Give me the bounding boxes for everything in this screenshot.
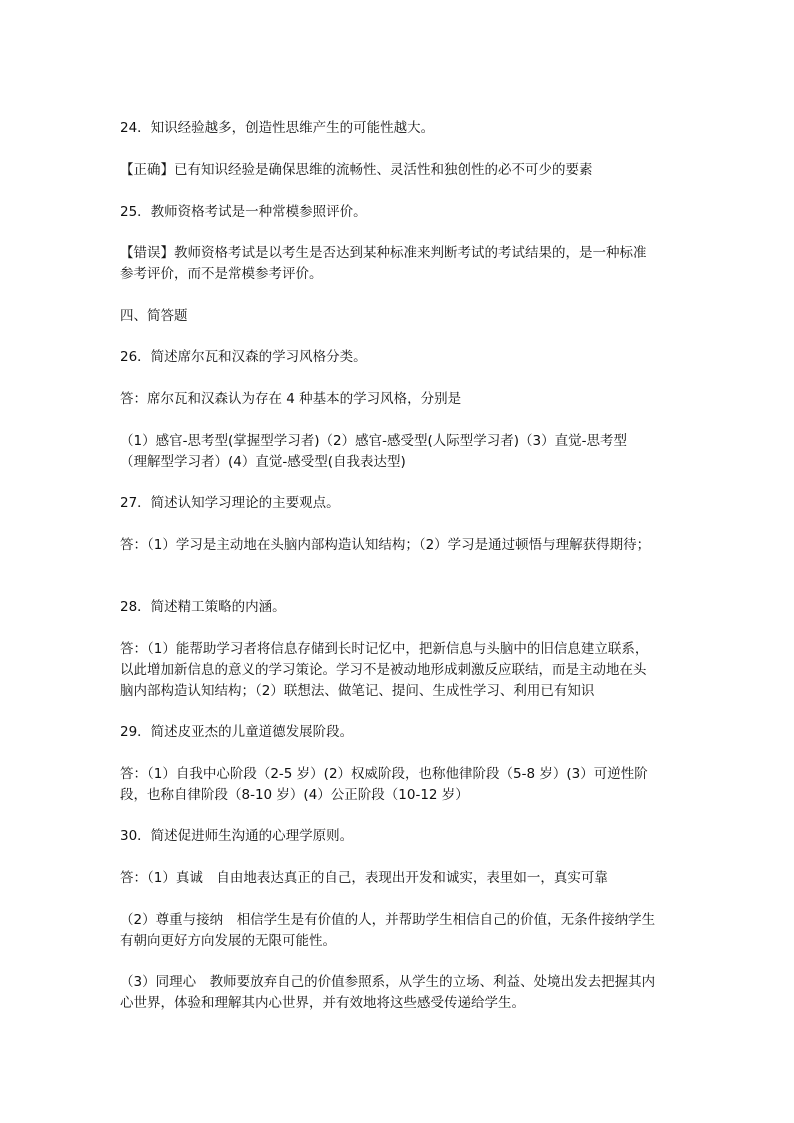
- question-26: 26．简述席尔瓦和汉森的学习风格分类。: [120, 349, 367, 365]
- answer-30-respect: [120, 910, 676, 952]
- answer-29-line-1: 答：（1）自我中心阶段（2-5 岁）(2）权威阶段，也称他律阶段（5-8 岁）(3）可逆性阶: [120, 766, 648, 782]
- question-24: 24．知识经验越多，创造性思维产生的可能性越大。: [120, 120, 435, 136]
- answer-30-respect-line-1: （2）尊重与接纳 相信学生是有价值的人，并帮助学生相信自己的价值，无条件接纳学生: [120, 912, 656, 928]
- answer-24: 【正确】已有知识经验是确保思维的流畅性、灵活性和独创性的必不可少的要素: [120, 162, 593, 178]
- answer-26-styles: [120, 431, 676, 473]
- answer-26-styles-line-1: （1）感官-思考型(掌握型学习者)（2）感官-感受型(人际型学习者)（3）直觉-思考型: [120, 433, 627, 449]
- question-28: 28．简述精工策略的内涵。: [120, 599, 286, 615]
- answer-25-line-1: 【错误】教师资格考试是以考生是否达到某种标准来判断考试的考试结果的，是一种标准: [120, 245, 647, 261]
- question-27: 27．简述认知学习理论的主要观点。: [120, 495, 340, 511]
- answer-30-empathy-line-2: 心世界，体验和理解其内心世界，并有效地将这些感受传递给学生。: [120, 995, 525, 1011]
- answer-30-empathy: [120, 972, 676, 1014]
- answer-29-line-2: 段，也称自律阶段（8-10 岁）(4）公正阶段（10-12 岁）: [120, 787, 469, 803]
- answer-25-line-2: 参考评价，而不是常模参考评价。: [120, 266, 323, 282]
- answer-30-respect-line-2: 有朝向更好方向发展的无限可能性。: [120, 933, 336, 949]
- question-30: 30．简述促进师生沟通的心理学原则。: [120, 828, 354, 844]
- answer-27: 答：（1）学习是主动地在头脑内部构造认知结构；（2）学习是通过顿悟与理解获得期待；: [120, 537, 651, 553]
- section-heading-short-answer: 四、简答题: [120, 308, 188, 324]
- answer-28: [120, 639, 676, 702]
- answer-26: 答：席尔瓦和汉森认为存在 4 种基本的学习风格，分别是: [120, 391, 462, 407]
- question-25: 25．教师资格考试是一种常模参照评价。: [120, 204, 367, 220]
- answer-25: [120, 243, 676, 285]
- question-29: 29．简述皮亚杰的儿童道德发展阶段。: [120, 724, 354, 740]
- answer-28-line-3: 脑内部构造认知结构；（2）联想法、做笔记、提问、生成性学习、利用已有知识: [120, 683, 595, 699]
- answer-26-styles-line-2: （理解型学习者）(4）直觉-感受型(自我表达型): [120, 454, 406, 470]
- answer-30-empathy-line-1: （3）同理心 教师要放弃自己的价值参照系，从学生的立场、利益、处境出发去把握其内: [120, 974, 656, 990]
- answer-29: [120, 764, 676, 806]
- answer-30-sincerity: 答：（1）真诚 自由地表达真正的自己，表现出开发和诚实，表里如一，真实可靠: [120, 870, 608, 886]
- answer-28-line-1: 答：（1）能帮助学习者将信息存储到长时记忆中，把新信息与头脑中的旧信息建立联系，: [120, 641, 649, 657]
- answer-28-line-2: 以此增加新信息的意义的学习策论。学习不是被动地形成刺激反应联结，而是主动地在头: [120, 662, 647, 678]
